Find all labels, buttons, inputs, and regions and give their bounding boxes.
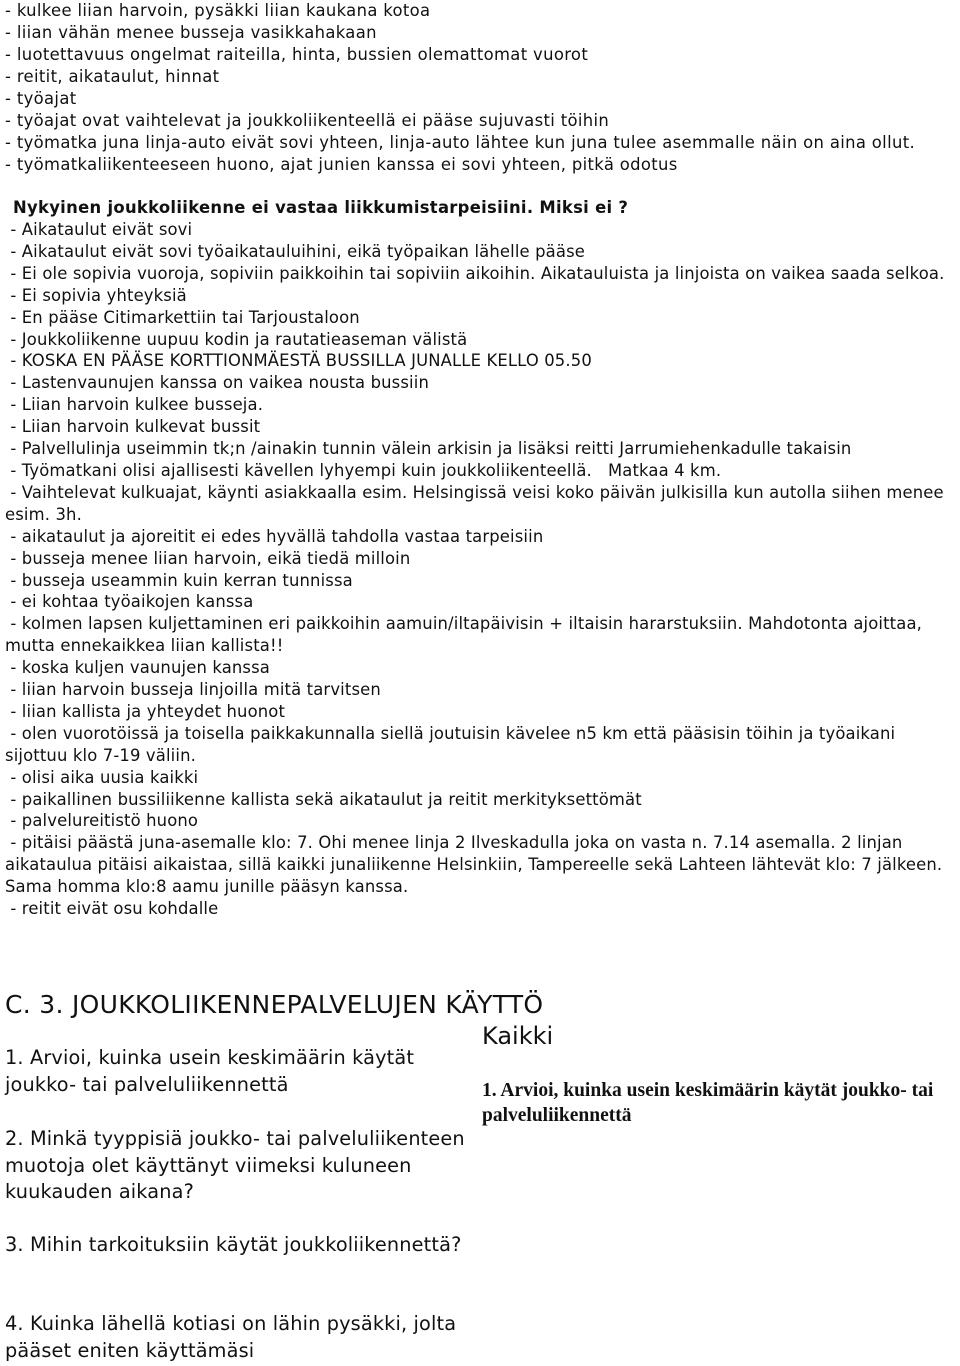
list-item: - Joukkoliikenne uupuu kodin ja rautatieaseman välistä [5, 329, 468, 349]
list-item: - palvelureitistö huono [5, 811, 199, 831]
list-item: - olen vuorotöissä ja toisella paikkakunnalla siellä joutuisin kävelee n5 km että pääsisin töihin ja työaikani sijottuu klo 7-19 väliin. [5, 723, 901, 765]
group-label: Kaikki [482, 1022, 554, 1050]
list-item: - Ei sopivia yhteyksiä [5, 285, 187, 305]
list-item: - busseja useammin kuin kerran tunnissa [5, 570, 353, 590]
question-1: 1. Arvioi, kuinka usein keskimäärin käytät joukko- tai palveluliikennettä [5, 1046, 415, 1096]
list-item: - KOSKA EN PÄÄSE KORTTIONMÄESTÄ BUSSILLA JUNALLE KELLO 05.50 [5, 351, 592, 371]
list-item: - pitäisi päästä juna-asemalle klo: 7. Ohi menee linja 2 Ilveskadulla joka on vasta n. 7.14 asemalla. 2 linjan aikataulua pitäisi aikaistaa, sillä kaikki junaliikenne Helsinkiin, Tampereelle sekä Lahteen lähtevät klo: 7 jälkeen. Sama homma klo:8 aamu junille pääsyn kanssa. [5, 833, 948, 897]
list-item: - Vaihtelevat kulkuajat, käynti asiakkaalla esim. Helsingissä veisi koko päivän julkisilla kun autolla siihen menee esim. 3h. [5, 482, 950, 524]
list-item: - reitit eivät osu kohdalle [5, 899, 219, 919]
list-item: - Ei ole sopivia vuoroja, sopiviin paikkoihin tai sopiviin aikoihin. Aikatauluista ja linjoista on vaikea saada selkoa. [5, 263, 945, 283]
list-item: - busseja menee liian harvoin, eikä tiedä milloin [5, 548, 411, 568]
list-item: - työmatkaliikenteeseen huono, ajat junien kanssa ei sovi yhteen, pitkä odotus [5, 155, 678, 174]
list-item: - olisi aika uusia kaikki [5, 767, 199, 787]
list-item: - Lastenvaunujen kanssa on vaikea nousta bussiin [5, 373, 429, 393]
list-item: - työmatka juna linja-auto eivät sovi yhteen, linja-auto lähtee kun juna tulee asemmalle näin on aina ollut. [5, 133, 916, 152]
list-item: - työajat [5, 89, 77, 108]
top-response-list [5, 0, 957, 176]
list-item: - työajat ovat vaihtelevat ja joukkoliikenteellä ei pääse sujuvasti töihin [5, 111, 610, 130]
list-item: - En pääse Citimarkettiin tai Tarjoustaloon [5, 307, 360, 327]
list-item: - liian kallista ja yhteydet huonot [5, 701, 286, 721]
section-title: C. 3. JOUKKOLIIKENNEPALVELUJEN KÄYTTÖ [5, 990, 544, 1019]
list-item: - ei kohtaa työaikojen kanssa [5, 592, 254, 612]
list-item: - koska kuljen vaunujen kanssa [5, 658, 271, 678]
question-2: 2. Minkä tyyppisiä joukko- tai palveluliikenteen muotoja olet käyttänyt viimeksi kuluneen kuukauden aikana? [5, 1127, 465, 1203]
list-item: - Aikataulut eivät sovi työaikatauluihini, eikä työpaikan lähelle pääse [5, 241, 585, 261]
list-item: - Liian harvoin kulkee busseja. [5, 395, 264, 415]
question-4: 4. Kuinka lähellä kotiasi on lähin pysäkki, jolta pääset eniten käyttämäsi [5, 1312, 457, 1362]
list-item: - reitit, aikataulut, hinnat [5, 67, 220, 86]
list-item: - aikataulut ja ajoreitit ei edes hyvällä tahdolla vastaa tarpeisiin [5, 526, 544, 546]
list-item: - kolmen lapsen kuljettaminen eri paikkoihin aamuin/iltapäivisin + iltaisin hararstuksiin. Mahdotonta ajoittaa, mutta ennekaikkea liian kallista!! [5, 614, 928, 656]
list-item: - Palvellulinja useimmin tk;n /ainakin tunnin välein arkisin ja lisäksi reitti Jarrumiehenkadulle takaisin [5, 439, 852, 459]
list-item: - liian vähän menee busseja vasikkahakaan [5, 23, 377, 42]
list-item: - Liian harvoin kulkevat bussit [5, 417, 261, 437]
list-item: - Aikataulut eivät sovi [5, 220, 193, 239]
needs-heading: Nykyinen joukkoliikenne ei vastaa liikkumistarpeisiini. Miksi ei ? [13, 198, 629, 217]
list-item: - paikallinen bussiliikenne kallista sekä aikataulut ja reitit merkityksettömät [5, 789, 642, 809]
list-item: - luotettavuus ongelmat raiteilla, hinta, bussien olemattomat vuorot [5, 45, 589, 64]
question-3: 3. Mihin tarkoituksiin käytät joukkoliikennettä? [5, 1233, 462, 1256]
list-item: - Työmatkani olisi ajallisesti kävellen lyhyempi kuin joukkoliikenteellä. Matkaa 4 km. [5, 460, 722, 480]
list-item: - liian harvoin busseja linjoilla mitä tarvitsen [5, 680, 381, 700]
list-item: - kulkee liian harvoin, pysäkki liian kaukana kotoa [5, 1, 431, 20]
chart-question-title: 1. Arvioi, kuinka usein keskimäärin käytät joukko- tai palveluliikennettä [482, 1080, 934, 1126]
answer-list [5, 219, 960, 920]
